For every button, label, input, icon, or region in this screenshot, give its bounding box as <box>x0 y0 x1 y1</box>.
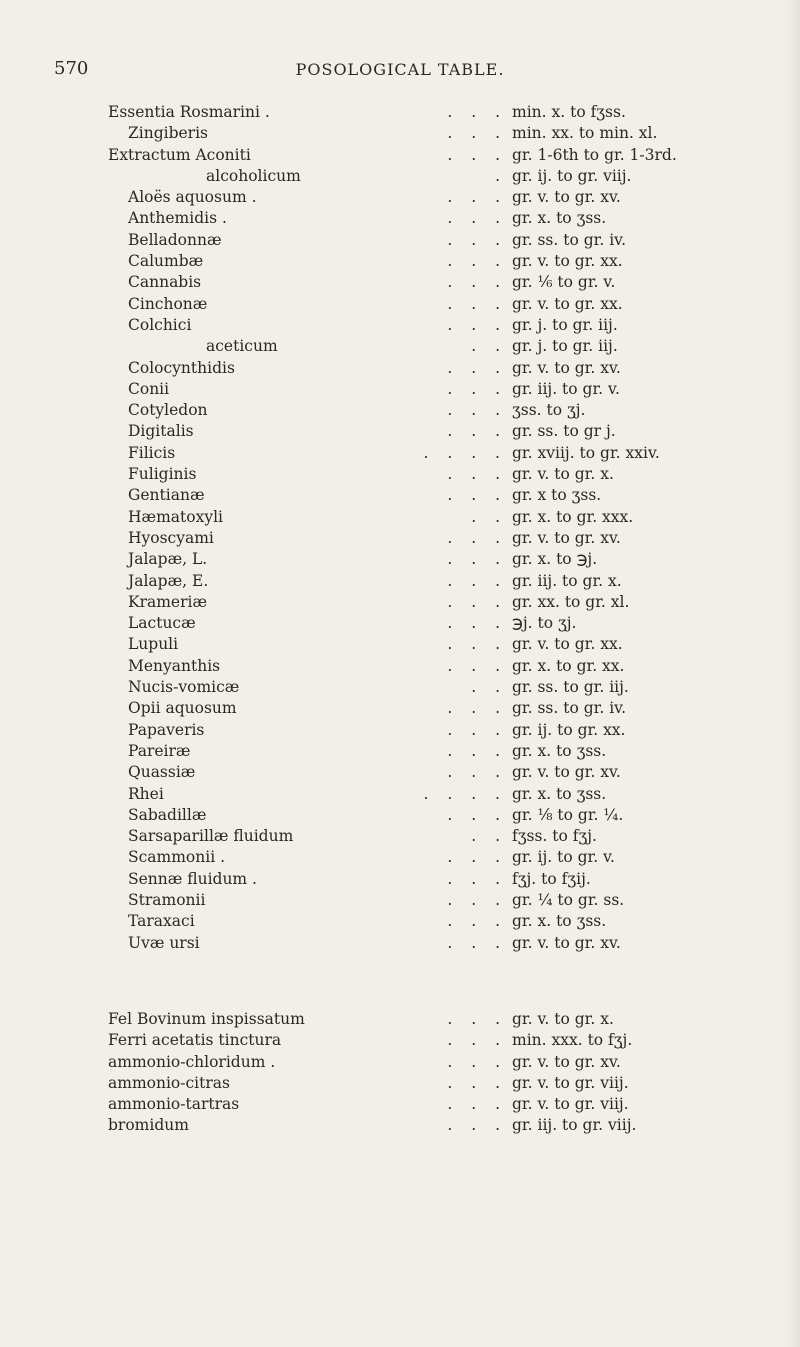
drug-name: Ferri acetatis tinctura <box>108 1031 282 1050</box>
leader-dots: . . . <box>447 933 500 952</box>
dose-range: gr. v. to gr. x. <box>512 465 614 484</box>
running-title: POSOLOGICAL TABLE. <box>295 60 505 79</box>
dose-range: gr. ss. to gr. iv. <box>512 230 627 249</box>
leader-dots: . . . <box>447 720 500 739</box>
table-row <box>0 785 800 806</box>
drug-name: Stramonii <box>128 890 206 909</box>
table-row <box>0 1116 800 1137</box>
table-row <box>0 572 800 593</box>
drug-name: ammonio-chloridum . <box>108 1052 276 1071</box>
dose-range: gr. ss. to gr. iij. <box>512 678 629 697</box>
leader-dots: . . . <box>447 528 500 547</box>
leader-dots: . . . <box>447 401 500 420</box>
page-edge-shadow <box>786 0 800 1347</box>
table-row <box>0 316 800 337</box>
leader-dots: . . . <box>447 550 500 569</box>
dose-range: gr. v. to gr. xv. <box>512 358 621 377</box>
table-row <box>0 699 800 720</box>
leader-dots: . . . <box>447 465 500 484</box>
dose-range: gr. iij. to gr. x. <box>512 571 622 590</box>
leader-dots: . . . <box>447 1031 500 1050</box>
dose-range: gr. v. to gr. xv. <box>512 1052 621 1071</box>
drug-name: Jalapæ, L. <box>128 550 208 569</box>
drug-name: Fel Bovinum inspissatum <box>108 1010 305 1028</box>
dose-range: gr. v. to gr. xv. <box>512 528 621 547</box>
leader-dots: . . . <box>447 912 500 931</box>
dose-range: gr. ss. to gr. iv. <box>512 699 627 718</box>
dose-range: gr. xx. to gr. xl. <box>512 592 630 611</box>
table-row <box>0 146 800 167</box>
drug-name: Anthemidis . <box>128 209 227 228</box>
drug-name: Digitalis <box>128 422 194 441</box>
table-row <box>0 742 800 763</box>
leader-dots: . . . <box>447 315 500 334</box>
table-row <box>0 891 800 912</box>
table-row <box>0 721 800 742</box>
table-row <box>0 444 800 465</box>
table-row <box>0 635 800 656</box>
drug-name: Menyanthis <box>128 656 221 675</box>
table-row <box>0 337 800 358</box>
drug-name: Essentia Rosmarini . <box>108 103 270 121</box>
leader-dots: . . . <box>447 614 500 633</box>
table-row <box>0 422 800 443</box>
dose-range: fʒss. to fʒj. <box>512 827 597 846</box>
leader-dots: . . . <box>447 294 500 313</box>
drug-name: Calumbæ <box>128 252 204 271</box>
dose-range: gr. v. to gr. xv. <box>512 763 621 782</box>
table-row <box>0 657 800 678</box>
leader-dots: . . . <box>447 422 500 441</box>
drug-name: Extractum Aconiti <box>108 145 251 164</box>
table-row <box>0 529 800 550</box>
leader-dots: . . . <box>447 656 500 675</box>
leader-dots: . . <box>471 827 500 846</box>
dose-range: gr. x. to gr. xx. <box>512 656 625 675</box>
leader-dots: . . . <box>447 209 500 228</box>
dose-range: gr. v. to gr. viij. <box>512 1095 629 1114</box>
dose-range: gr. v. to gr. viij. <box>512 1073 629 1092</box>
leader-dots: . . . <box>447 571 500 590</box>
dose-range: gr. ⅛ to gr. ¼. <box>512 805 624 824</box>
table-row <box>0 1053 800 1074</box>
leader-dots: . . <box>471 678 500 697</box>
leader-dots: . . . <box>447 1052 500 1071</box>
drug-name: Colchici <box>128 315 192 334</box>
dose-range: gr. ⅙ to gr. v. <box>512 273 616 292</box>
leader-dots: . . . <box>447 379 500 398</box>
table-row <box>0 1010 800 1031</box>
table-row <box>0 359 800 380</box>
dose-range: gr. x. to ʒss. <box>512 912 607 931</box>
drug-name: Pareiræ <box>128 741 191 760</box>
leader-dots: . . . <box>447 273 500 292</box>
dose-range: min. xxx. to fʒj. <box>512 1031 633 1050</box>
table-row <box>0 295 800 316</box>
dose-range: gr. ss. to gr j. <box>512 422 616 441</box>
leader-dots: . . . <box>447 1073 500 1092</box>
table-row <box>0 273 800 294</box>
table-row <box>0 550 800 571</box>
dose-range: gr. v. to gr. x. <box>512 1010 614 1028</box>
table-row <box>0 593 800 614</box>
drug-name: bromidum <box>108 1116 189 1135</box>
drug-name: Sabadillæ <box>128 805 207 824</box>
table-row <box>0 209 800 230</box>
table-row <box>0 1095 800 1116</box>
dose-range: gr. v. to gr. xv. <box>512 188 621 207</box>
leader-dots: . . . <box>447 103 500 121</box>
dose-range: min. xx. to min. xl. <box>512 124 658 143</box>
dose-range: gr. 1-6th to gr. 1-3rd. <box>512 145 677 164</box>
drug-name: Gentianæ <box>128 486 205 505</box>
drug-name: Filicis <box>128 443 176 462</box>
drug-name: Hæmatoxyli <box>128 507 223 526</box>
table-row <box>0 934 800 955</box>
dose-range: gr. ¼ to gr. ss. <box>512 890 625 909</box>
dose-range: gr. x. to gr. xxx. <box>512 507 634 526</box>
table-row <box>0 508 800 529</box>
table-row <box>0 912 800 933</box>
table-row <box>0 188 800 209</box>
drug-name: Scammonii . <box>128 848 226 867</box>
drug-name: Nucis-vomicæ <box>128 678 240 697</box>
drug-name: Opii aquosum <box>128 699 237 718</box>
drug-name: Cotyledon <box>128 401 208 420</box>
leader-dots: . . . <box>447 699 500 718</box>
posological-table-section-2 <box>0 1010 800 1138</box>
dose-range: gr. v. to gr. xx. <box>512 252 623 271</box>
leader-dots: . . . <box>447 1095 500 1114</box>
drug-name: Sarsaparillæ fluidum <box>128 827 294 846</box>
dose-range: gr. ij. to gr. xx. <box>512 720 626 739</box>
drug-name: Colocynthidis <box>128 358 235 377</box>
drug-name: Hyoscyami <box>128 528 214 547</box>
dose-range: gr. x. to ℈j. <box>512 550 598 569</box>
page-header <box>0 58 800 88</box>
leader-dots: . . . <box>447 741 500 760</box>
drug-name: Aloës aquosum . <box>128 188 257 207</box>
dose-range: gr. x. to ʒss. <box>512 741 607 760</box>
table-row <box>0 1074 800 1095</box>
drug-name: Fuliginis <box>128 465 197 484</box>
drug-name: Uvæ ursi <box>128 933 200 952</box>
drug-name: Lactucæ <box>128 614 196 633</box>
leader-dots: . . . <box>447 869 500 888</box>
dose-range: gr. v. to gr. xv. <box>512 933 621 952</box>
leader-dots: . . . <box>447 486 500 505</box>
drug-name: Conii <box>128 379 170 398</box>
leader-dots: . . . <box>447 763 500 782</box>
leader-dots: . . . <box>447 358 500 377</box>
drug-name: Rhei <box>128 784 164 803</box>
leader-dots: . . <box>471 507 500 526</box>
leader-dots: . . . <box>447 230 500 249</box>
leader-dots: . . . <box>447 635 500 654</box>
leader-dots: . . . <box>447 1116 500 1135</box>
table-row <box>0 614 800 635</box>
drug-name: Taraxaci <box>128 912 195 931</box>
drug-name: Zingiberis <box>128 124 209 143</box>
dose-range: gr. j. to gr. iij. <box>512 337 618 356</box>
dose-range: gr. x to ʒss. <box>512 486 602 505</box>
leader-dots: . <box>495 166 500 185</box>
drug-name: ammonio-tartras <box>108 1095 240 1114</box>
drug-name: Sennæ fluidum . <box>128 869 257 888</box>
dose-range: gr. v. to gr. xx. <box>512 294 623 313</box>
dose-range: gr. iij. to gr. viij. <box>512 1116 637 1135</box>
dose-range: gr. iij. to gr. v. <box>512 379 620 398</box>
dose-range: gr. xviij. to gr. xxiv. <box>512 443 660 462</box>
drug-name: Cannabis <box>128 273 202 292</box>
leader-dots: . . . <box>447 1010 500 1028</box>
table-row <box>0 827 800 848</box>
drug-name: Lupuli <box>128 635 179 654</box>
dose-range: gr. x. to ʒss. <box>512 784 607 803</box>
leader-dots: . . . . <box>423 443 500 462</box>
posological-table-section-1 <box>0 103 800 955</box>
table-row <box>0 231 800 252</box>
drug-name: Belladonnæ <box>128 230 222 249</box>
table-row <box>0 252 800 273</box>
leader-dots: . . . . <box>423 784 500 803</box>
table-row <box>0 806 800 827</box>
table-row <box>0 848 800 869</box>
table-row <box>0 465 800 486</box>
dose-range: gr. ij. to gr. viij. <box>512 166 632 185</box>
leader-dots: . . . <box>447 890 500 909</box>
table-row <box>0 486 800 507</box>
table-row <box>0 763 800 784</box>
dose-range: fʒj. to fʒij. <box>512 869 591 888</box>
drug-name: Quassiæ <box>128 763 196 782</box>
table-row <box>0 678 800 699</box>
table-row <box>0 124 800 145</box>
dose-range: gr. x. to ʒss. <box>512 209 607 228</box>
dose-range: min. x. to fʒss. <box>512 103 626 121</box>
drug-name: Cinchonæ <box>128 294 208 313</box>
table-row <box>0 1031 800 1052</box>
leader-dots: . . . <box>447 145 500 164</box>
table-row <box>0 167 800 188</box>
dose-range: ℈j. to ʒj. <box>512 614 577 633</box>
table-row <box>0 401 800 422</box>
leader-dots: . . . <box>447 848 500 867</box>
leader-dots: . . . <box>447 805 500 824</box>
drug-name: ammonio-citras <box>108 1073 230 1092</box>
leader-dots: . . . <box>447 252 500 271</box>
table-row <box>0 103 800 124</box>
leader-dots: . . . <box>447 124 500 143</box>
leader-dots: . . . <box>447 592 500 611</box>
drug-name: Jalapæ, E. <box>128 571 209 590</box>
page-number: 570 <box>54 58 89 79</box>
table-row <box>0 380 800 401</box>
drug-name: alcoholicum <box>206 166 301 185</box>
drug-name: aceticum <box>206 337 278 356</box>
dose-range: gr. j. to gr. iij. <box>512 315 618 334</box>
drug-name: Krameriæ <box>128 592 208 611</box>
dose-range: gr. v. to gr. xx. <box>512 635 623 654</box>
leader-dots: . . <box>471 337 500 356</box>
dose-range: gr. ij. to gr. v. <box>512 848 615 867</box>
drug-name: Papaveris <box>128 720 205 739</box>
dose-range: ʒss. to ʒj. <box>512 401 586 420</box>
table-row <box>0 870 800 891</box>
leader-dots: . . . <box>447 188 500 207</box>
